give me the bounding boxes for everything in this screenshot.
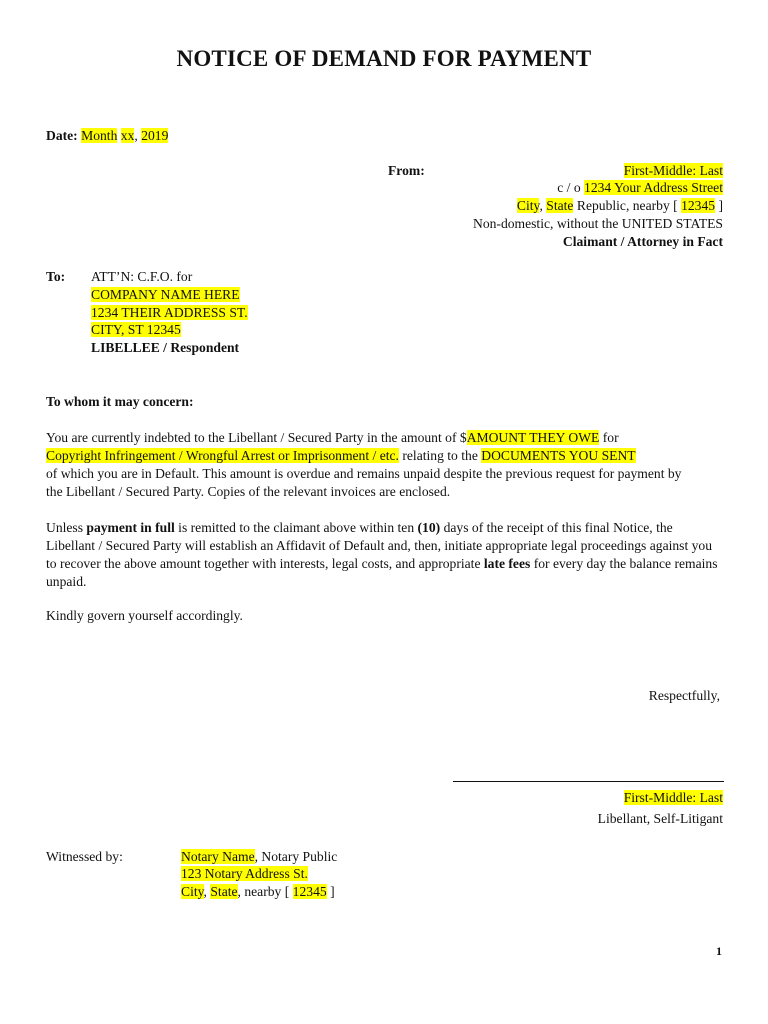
to-street: 1234 THEIR ADDRESS ST. (91, 305, 248, 320)
notary-comma: , (203, 884, 207, 899)
from-nondomestic: Non-domestic, without the UNITED STATES (473, 216, 723, 231)
from-co: c / o (557, 180, 581, 195)
para2-text-1: Unless (46, 520, 87, 535)
para2-text-2: is remitted to the claimant above within ten (174, 520, 418, 535)
to-attn: ATT’N: C.F.O. for (91, 269, 193, 284)
documents-sent: DOCUMENTS YOU SENT (481, 448, 636, 463)
salutation: To whom it may concern: (46, 394, 194, 409)
late-fees: late fees (483, 556, 531, 571)
para1-text-1: You are currently indebted to the Libellant / Secured Party in the amount of $ (46, 430, 467, 445)
from-zip: 12345 (681, 198, 716, 213)
closing: Respectfully, (648, 688, 720, 703)
from-street: 1234 Your Address Street (584, 180, 723, 195)
signature-name-line (624, 790, 723, 806)
debt-reason: Copyright Infringement / Wrongful Arrest or Imprisonment / etc. (46, 448, 399, 463)
date-line (46, 128, 168, 144)
from-comma: , (539, 198, 543, 213)
from-city-line (517, 198, 723, 214)
from-name-line (624, 163, 723, 179)
from-state: State (546, 198, 574, 213)
amount-owed: AMOUNT THEY OWE (466, 430, 600, 445)
signature-line (453, 781, 724, 782)
date-label: Date: (46, 128, 78, 143)
notary-street: 123 Notary Address St. (181, 866, 308, 881)
to-label: To: (46, 269, 66, 284)
witness-street-line (181, 866, 308, 882)
date-year: 2019 (141, 128, 169, 143)
signature-role: Libellant, Self-Litigant (597, 811, 723, 826)
to-company-line (91, 287, 240, 303)
to-city: CITY, ST 12345 (91, 322, 181, 337)
para1-text-2: for (599, 430, 619, 445)
signature-name: First-Middle: Last (623, 790, 723, 805)
payment-in-full: payment in full (86, 520, 175, 535)
to-company: COMPANY NAME HERE (91, 287, 240, 302)
page-number: 1 (716, 944, 722, 958)
notary-zip: 12345 (292, 884, 327, 899)
notary-city: City (181, 884, 204, 899)
to-street-line (91, 305, 248, 321)
from-street-line (557, 180, 723, 196)
notary-name: Notary Name (181, 849, 255, 864)
para2-text-4: for every day the balance remains unpaid. (46, 556, 718, 589)
to-city-line (91, 322, 181, 338)
to-role: LIBELLEE / Respondent (91, 340, 240, 355)
date-day: xx (120, 128, 135, 143)
from-republic: Republic, nearby [ (576, 198, 678, 213)
date-sep: , (134, 128, 138, 143)
witness-label: Witnessed by: (46, 849, 123, 864)
date-month: Month (81, 128, 118, 143)
notary-nearby: , nearby [ (237, 884, 290, 899)
witness-name-line (181, 849, 337, 865)
para2-text-3: days of the receipt of this final Notice, the Libellant / Secured Party will establish an Affidavit of Default and, then, initiate appropriate legal proceedings against you to recover the above amount together with interests, legal costs, and appropriate (46, 520, 713, 571)
para1-text-4: of which you are in Default. This amount is overdue and remains unpaid despite the previous request for payment by the Libellant / Secured Party. Copies of the relevant invoices are enclosed. (46, 466, 682, 499)
para1-text-3: relating to the (398, 448, 482, 463)
from-role: Claimant / Attorney in Fact (562, 234, 723, 249)
document-title: NOTICE OF DEMAND FOR PAYMENT (176, 46, 592, 71)
paragraph-govern: Kindly govern yourself accordingly. (46, 608, 243, 623)
from-label: From: (388, 163, 425, 178)
notary-zip-close: ] (330, 884, 335, 899)
from-name: First-Middle: Last (623, 163, 723, 178)
paragraph-unless (46, 519, 722, 591)
witness-city-line (181, 884, 335, 900)
paragraph-indebted (46, 429, 726, 501)
ten-days: (10) (417, 520, 441, 535)
notary-title: , Notary Public (254, 849, 338, 864)
from-zip-close: ] (718, 198, 723, 213)
notary-state: State (210, 884, 238, 899)
from-city: City (516, 198, 540, 213)
